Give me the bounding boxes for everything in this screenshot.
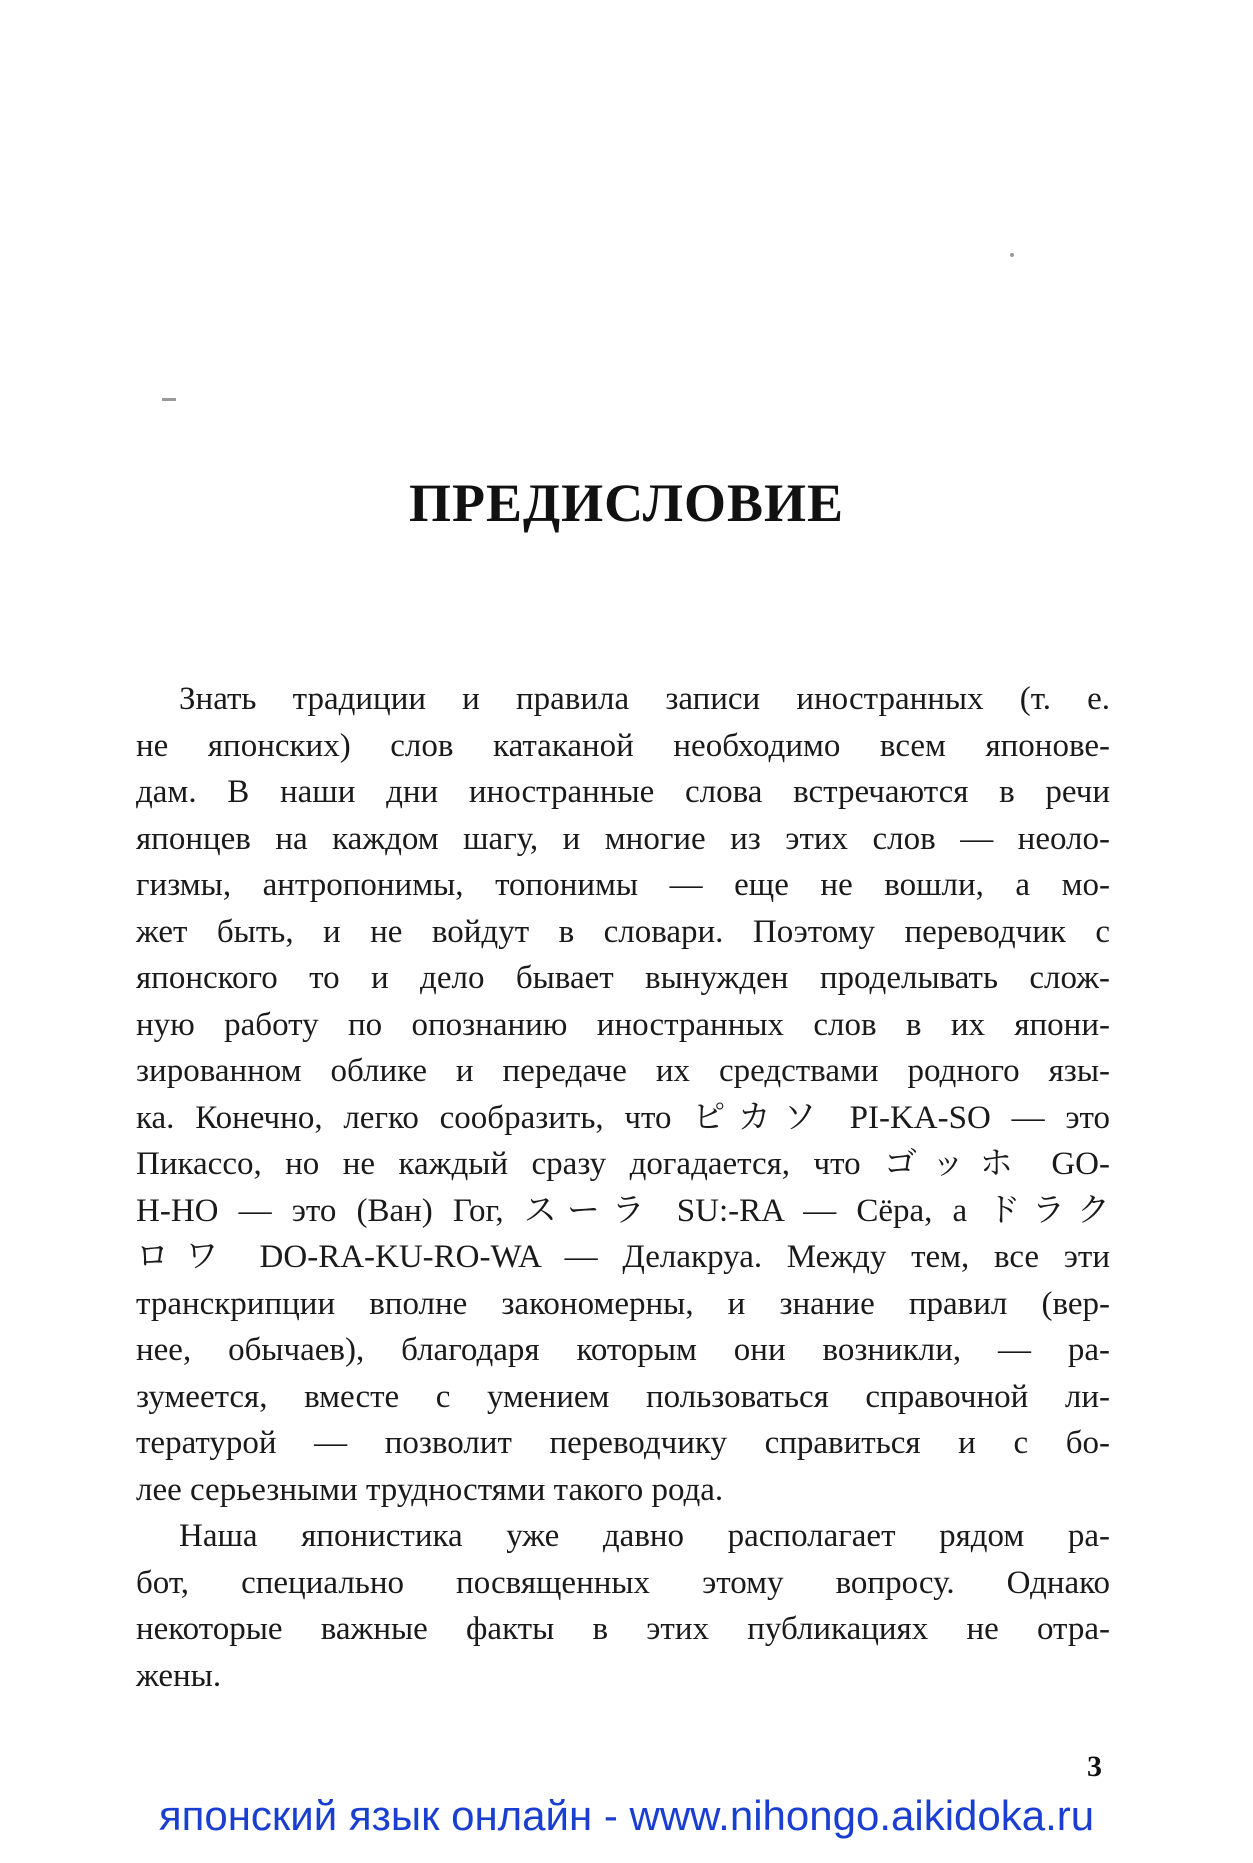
text-line: H-HO — это (Ван) Гог, スーラ SU:-RA — Сёра, а ドラク — [136, 1192, 1110, 1229]
text-line: нее, обычаев), благодаря которым они возникли, — ра- — [136, 1332, 1110, 1368]
scan-speck-left — [162, 398, 176, 401]
text-line: бот, специально посвященных этому вопросу. Однако — [136, 1564, 1110, 1601]
text-line: зированном облике и передаче их средствами родного язы- — [136, 1053, 1110, 1089]
text-line: японского то и дело бывает вынужден проделывать слож- — [136, 960, 1110, 996]
text-line: Знать традиции и правила записи иностранных (т. е. — [179, 681, 1110, 717]
text-line: зумеется, вместе с умением пользоваться справочной ли- — [136, 1378, 1110, 1415]
text-line: ロワ DO-RA-KU-RO-WA — Делакруа. Между тем, все эти — [136, 1239, 1110, 1275]
text-line: не японских) слов катаканой необходимо всем японове- — [136, 727, 1110, 764]
text-line: ка. Конечно, легко сообразить, что ピカソ PI-KA-SO — это — [136, 1099, 1110, 1136]
text-line: жены. — [136, 1657, 222, 1694]
text-line: Наша японистика уже давно располагает рядом ра- — [179, 1518, 1110, 1554]
text-line: гизмы, антропонимы, топонимы — еще не вошли, а мо- — [136, 867, 1110, 903]
text-line: транскрипции вполне закономерны, и знание правил (вер- — [136, 1285, 1110, 1322]
text-line: японцев на каждом шагу, и многие из этих слов — неоло- — [136, 820, 1110, 857]
text-line: тературой — позволит переводчику справиться и с бо- — [136, 1425, 1110, 1461]
text-line: дам. В наши дни иностранные слова встречаются в речи — [136, 774, 1110, 810]
text-line: ную работу по опознанию иностранных слов в их япони- — [136, 1006, 1110, 1043]
page-number: 3 — [1087, 1750, 1102, 1783]
text-line: некоторые важные факты в этих публикациях не отра- — [136, 1611, 1110, 1647]
text-line: Пикассо, но не каждый сразу догадается, что ゴッホ GO- — [136, 1146, 1110, 1182]
text-line: лее серьезными трудностями такого рода. — [136, 1471, 724, 1508]
text-line: жет быть, и не войдут в словари. Поэтому переводчик с — [136, 913, 1110, 950]
body-text — [136, 676, 1110, 1699]
scan-speck-right — [1010, 253, 1014, 257]
watermark-link[interactable]: японский язык онлайн - www.nihongo.aikidoka.ru — [158, 1792, 1095, 1839]
page-title: ПРЕДИСЛОВИЕ — [408, 473, 845, 533]
